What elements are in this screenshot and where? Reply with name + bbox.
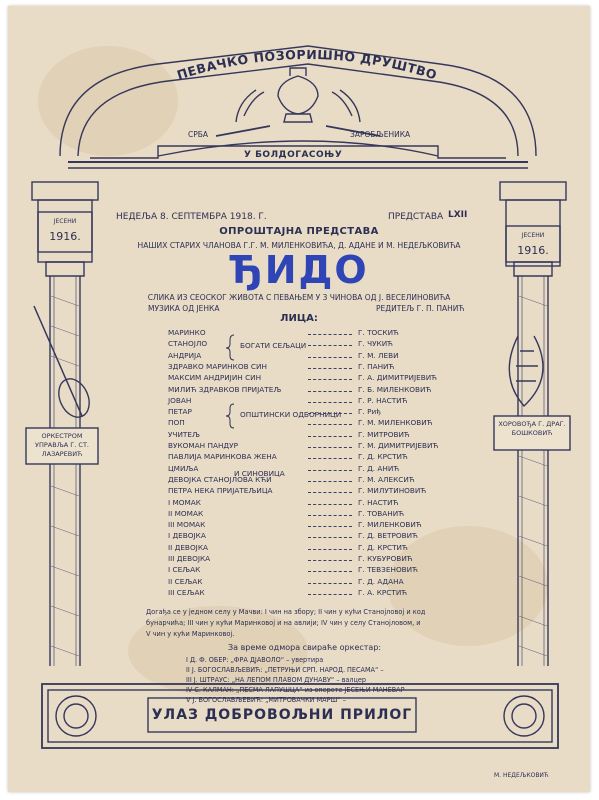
cast-actor: Г. М. ЛЕВИ: [358, 350, 399, 360]
cast-leader-dashes: [308, 402, 352, 403]
cast-leader-dashes: [308, 594, 352, 595]
cast-role: II МОМАК: [168, 508, 204, 518]
cast-role: III СЕЉАК: [168, 587, 205, 597]
bracket-council-members: ОПШТИНСКИ ОДБОРНИЦИ: [240, 410, 342, 419]
director-credit: РЕДИТЕЉ Г. П. ПАНИЋ: [376, 304, 465, 313]
cast-role: МАРИНКО: [168, 328, 206, 337]
cast-leader-dashes: [308, 515, 352, 516]
cast-leader-dashes: [308, 436, 352, 437]
header-right-word: ЗАРОБЉЕНИКА: [350, 130, 411, 139]
cast-actor: Г. НАСТИЋ: [358, 497, 399, 507]
cast-leader-dashes: [308, 537, 352, 538]
cast-role: ЈОВАН: [168, 395, 192, 405]
cast-role: ПЕТАР: [168, 407, 192, 417]
cast-role: ДЕВОЈКА СТАНОЈЛОВА КЋИ: [168, 474, 272, 484]
cast-actor: Г. ПАНИЋ: [358, 361, 395, 371]
cast-leader-dashes: [308, 368, 352, 369]
cast-actor: Г. Д. АДАНА: [358, 576, 404, 586]
music-credit: МУЗИКА ОД ЈЕНКА: [148, 304, 220, 313]
poster-sheet: [8, 6, 590, 792]
cast-role: I МОМАК: [168, 497, 201, 507]
cast-actor: Г. ТОСКИЋ: [358, 328, 399, 337]
cast-role: ЦМИЉА: [168, 463, 199, 473]
orchestra-item-1: I Д. Ф. ОБЕР: „ФРА ДЈАВОЛО“ – увертира: [186, 655, 324, 664]
choir-leader: ХОРОВОЂА Г. ДРАГ. БОШКОВИЋ: [498, 420, 566, 437]
farewell-heading: ОПРОШТАЈНА ПРЕДСТАВА: [219, 226, 379, 237]
performance-number: LXII: [448, 210, 468, 220]
bracket-niece-note: И СИНОВИЦА: [234, 469, 285, 478]
bracket-rich-peasants: БОГАТИ СЕЉАЦИ: [240, 341, 307, 350]
right-year-word: ЈЕСЕНИ: [521, 232, 545, 239]
cast-role: ПЕТРА НЕКА ПРИЈАТЕЉИЦА: [168, 486, 273, 496]
orchestra-heading: За време одмора свираће оркестар:: [228, 643, 382, 652]
cast-leader-dashes: [308, 413, 352, 414]
cast-leader-dashes: [308, 379, 352, 380]
cast-actor: Г. А. ДИМИТРИЈЕВИЋ: [358, 373, 437, 383]
cast-actor: Г. Д. АНИЋ: [358, 463, 400, 473]
cast-leader-dashes: [308, 583, 352, 584]
cast-leader-dashes: [308, 504, 352, 505]
cast-actor: Г. М. МИЛЕНКОВИЋ: [358, 418, 433, 428]
cast-role: МАКСИМ АНДРИЈИН СИН: [168, 373, 262, 383]
cast-role: ВУКОМАН ПАНДУР: [168, 441, 238, 450]
cast-actor: Г. М. АЛЕКСИЋ: [358, 474, 415, 484]
cast-actor: Г. МИЛЕНКОВИЋ: [358, 520, 422, 530]
cast-leader-dashes: [308, 549, 352, 550]
entry-donation: УЛАЗ ДОБРОВОЉНИ ПРИЛОГ: [151, 707, 413, 723]
cast-role: ПАВЛИЈА МАРИНКОВА ЖЕНА: [168, 452, 277, 462]
society-banner: ПЕВАЧКО ПОЗОРИШНО ДРУШТВО: [175, 46, 440, 83]
cast-leader-dashes: [308, 424, 352, 425]
cast-role: II ДЕВОЈКА: [168, 542, 209, 552]
play-title: ЂИДО: [229, 248, 369, 292]
cast-role: СТАНОЈЛО: [168, 339, 208, 349]
cast-role: I СЕЉАК: [168, 565, 201, 575]
orchestra-item-2: II Ј. БОГОСЛАВЉЕВИЋ: „ПЕТРУЊИ СРП. НАРОД. ПЕСАМА“ –: [186, 665, 384, 674]
orchestra-item-5: V Ј. БОГОСЛАВЉЕВИЋ: „МИТРОВАЧКИ МАРШ“ –: [186, 695, 347, 704]
orchestra-item-4: IV С. КАЛМАН: „ПЕСМА ЛАПУШЦА“ из оперете ЈЕСЕЊИ МАНЕВАР –: [186, 685, 410, 694]
performance-date: НЕДЕЉА 8. СЕПТЕМБРА 1918. Г.: [116, 212, 267, 222]
cast-leader-dashes: [308, 357, 352, 358]
cast-role: III ДЕВОЈКА: [168, 554, 211, 563]
stage-directions-2: бунарчића; III чин у кући Маринковој и на авлији; IV чин у селу Станојловом, и: [146, 618, 421, 627]
cast-leader-dashes: [308, 492, 352, 493]
cast-role: МИЛИЋ ЗДРАВКОВ ПРИЈАТЕЉ: [168, 384, 282, 394]
cast-actor: Г. Д. КРСТИЋ: [358, 542, 408, 552]
cast-role: II СЕЉАК: [168, 576, 203, 586]
cast-heading: ЛИЦА:: [280, 313, 318, 324]
performance-label: ПРЕДСТАВА: [388, 212, 444, 222]
cast-leader-dashes: [308, 458, 352, 459]
cast-role: I ДЕВОЈКА: [168, 531, 206, 541]
cast-actor: Г. Д. ВЕТРОВИЋ: [358, 531, 418, 541]
cast-role: УЧИТЕЉ: [168, 429, 200, 439]
cast-leader-dashes: [308, 391, 352, 392]
cast-actor: Г. МИЛУТИНОВИЋ: [358, 486, 427, 496]
cast-leader-dashes: [308, 571, 352, 572]
cast-actor: Г. ТОВАНИЋ: [358, 508, 404, 518]
header-place: У БОЛДОГАСОЊУ: [244, 150, 343, 160]
cast-actor: Г. КУБУРОВИЋ: [358, 554, 413, 563]
cast-leader-dashes: [308, 481, 352, 482]
cast-role: ЗДРАВКО МАРИНКОВ СИН: [168, 361, 267, 371]
cast-actor: Г. ЧУКИЋ: [358, 339, 393, 349]
cast-leader-dashes: [308, 447, 352, 448]
cast-role: III МОМАК: [168, 520, 206, 530]
cast-actor: Г. А. КРСТИЋ: [358, 587, 408, 597]
cast-leader-dashes: [308, 345, 352, 346]
stage-directions-1: Догађа се у једном селу у Мачви: I чин на збору; II чин у кући Станојловој и код: [146, 607, 426, 616]
cast-actor: Г. Б. МИЛЕНКОВИЋ: [358, 384, 432, 394]
farewell-members: НАШИХ СТАРИХ ЧЛАНОВА Г.Г. М. МИЛЕНКОВИЋА, Д. АДАНЕ И М. НЕДЕЉКОВИЋА: [137, 241, 461, 250]
cast-actor: Г. ТЕВЗЕНОВИЋ: [358, 565, 418, 575]
left-year-word: ЈЕСЕНИ: [53, 218, 77, 225]
left-year: 1916.: [49, 230, 81, 243]
cast-role: АНДРИЈА: [168, 350, 202, 360]
cast-role: ПОП: [168, 418, 185, 428]
cast-actor: Г. Риђ: [358, 407, 381, 417]
header-left-word: СРБА: [188, 130, 209, 139]
cast-leader-dashes: [308, 334, 352, 335]
play-subtitle: СЛИКА ИЗ СЕОСКОГ ЖИВОТА С ПЕВАЊЕМ У 3 ЧИНОВА ОД Ј. ВЕСЕЛИНОВИЋА: [147, 293, 451, 302]
cast-actor: Г. Р. НАСТИЋ: [358, 395, 408, 405]
cast-actor: Г. МИТРОВИЋ: [358, 429, 410, 439]
cast-leader-dashes: [308, 470, 352, 471]
cast-leader-dashes: [308, 560, 352, 561]
cast-actor: Г. М. ДИМИТРИЈЕВИЋ: [358, 441, 439, 450]
cast-actor: Г. Д. КРСТИЋ: [358, 452, 408, 462]
cast-leader-dashes: [308, 526, 352, 527]
right-year: 1916.: [517, 244, 549, 257]
artist-signature: М. НЕДЕЉКОВИЋ: [494, 772, 549, 779]
stage-directions-3: V чин у кући Маринковој.: [146, 629, 235, 638]
orchestra-conductor: ОРКЕСТРОМ УПРАВЉА Г. СТ. ЛАЗАРЕВИЋ: [35, 432, 89, 458]
orchestra-item-3: III Ј. ШТРАУС: „НА ЛЕПОМ ПЛАВОМ ДУНАВУ“ – валцер: [186, 675, 367, 684]
